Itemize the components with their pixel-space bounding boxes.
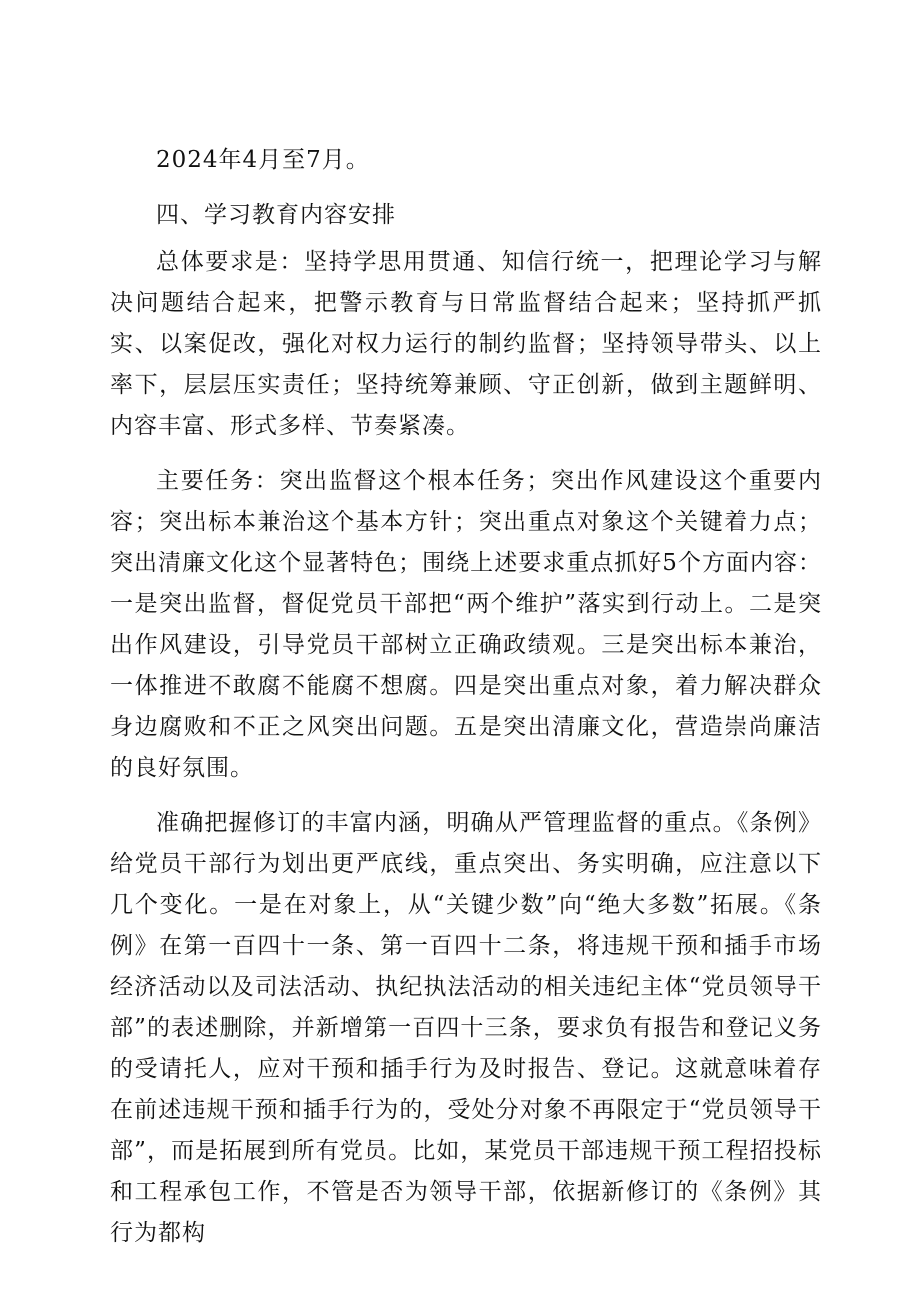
date-line: 2024年4月至7月。 — [156, 147, 370, 173]
spacer — [110, 181, 822, 195]
document-body — [110, 140, 822, 1254]
paragraph-regulation-changes: 准确把握修订的丰富内涵，明确从严管理监督的重点。《条例》给党员干部行为划出更严底线，重点突出、务实明确，应注意以下几个变化。一是在对象上，从“关键少数”向“绝大多数”拓展。《条例》在第一百四十一条、第一百四十二条，将违规干预和插手市场经济活动以及司法活动、执纪执法活动的相关违纪主体“党员领导干部”的表述删除，并新增第一百四十三条，要求负有报告和登记义务的受请托人，应对干预和插手行为及时报告、登记。这就意味着存在前述违规干预和插手行为的，受处分对象不再限定于“党员领导干部”，而是拓展到所有党员。比如，某党员干部违规干预工程招投标和工程承包工作，不管是否为领导干部，依据新修订的《条例》其行为都构 — [110, 810, 822, 1246]
section-heading: 四、学习教育内容安排 — [156, 202, 396, 228]
spacer — [110, 447, 822, 461]
spacer — [110, 789, 822, 803]
paragraph-main-tasks: 主要任务：突出监督这个根本任务；突出作风建设这个重要内容；突出标本兼治这个基本方针；突出重点对象这个关键着力点；突出清廉文化这个显著特色；围绕上述要求重点抓好5个方面内容：一是突出监督，督促党员干部把“两个维护”落实到行动上。二是突出作风建设，引导党员干部树立正确政绩观。三是突出标本兼治，一体推进不敢腐不能腐不想腐。四是突出重点对象，着力解决群众身边腐败和不正之风突出问题。五是突出清廉文化，营造崇尚廉洁的良好氛围。 — [110, 468, 822, 781]
paragraph-general-requirements: 总体要求是：坚持学思用贯通、知信行统一，把理论学习与解决问题结合起来，把警示教育与日常监督结合起来；坚持抓严抓实、以案促改，强化对权力运行的制约监督；坚持领导带头、以上率下，层层压实责任；坚持统筹兼顾、守正创新，做到主题鲜明、内容丰富、形式多样、节奏紧凑。 — [110, 249, 822, 439]
